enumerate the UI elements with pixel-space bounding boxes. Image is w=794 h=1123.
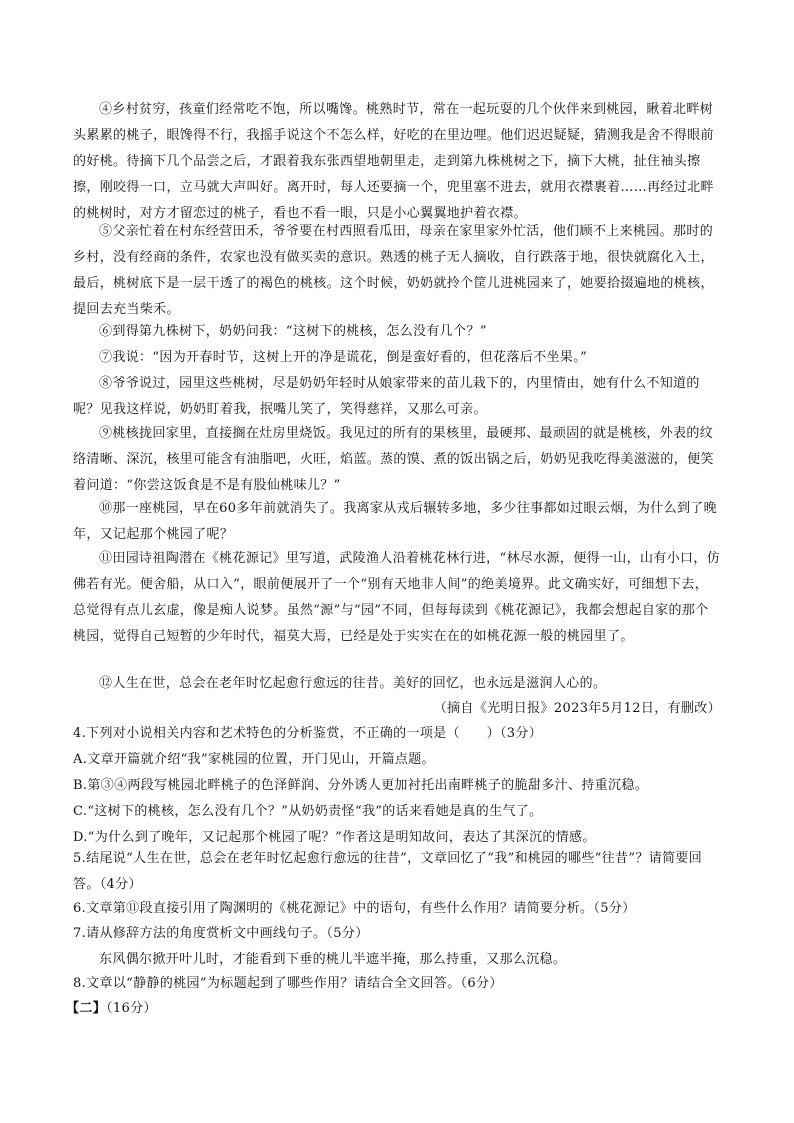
question-8-text: 8.文章以“静静的桃园”为标题起到了哪些作用？请结合全文回答。（6分）	[73, 976, 503, 991]
paragraph-11	[73, 546, 721, 650]
question-4-option-d: D.“为什么到了晚年，又记起那个桃园了呢？”作者这是明知故问，表达了其深沉的情感。	[73, 830, 596, 845]
paragraph-8	[73, 371, 721, 423]
question-5	[73, 846, 721, 898]
paragraph-6	[73, 319, 721, 345]
question-5-text: 5.结尾说“人生在世，总会在老年时忆起愈行愈远的往昔”，文章回忆了“我”和桃园的哪些“往昔”？请简要回答。（4分）	[73, 851, 703, 892]
paragraph-5	[73, 219, 721, 323]
question-4-option-b: B.第③④两段写桃园北畔桃子的色泽鲜润、分外诱人更加衬托出南畔桃子的脆甜多汁、持重沉稳。	[73, 778, 649, 793]
section-2-points: （16分）	[106, 1001, 157, 1016]
question-4-option-c: C.“这树下的桃核，怎么没有几个？”从奶奶责怪“我”的话来看她是真的生气了。	[73, 804, 543, 819]
source-citation-text: （摘自《光明日报》2023年5月12日，有删改）	[433, 701, 721, 716]
source-citation	[73, 696, 721, 722]
question-7	[73, 921, 721, 973]
section-2-label: 【二】	[66, 1001, 107, 1016]
paragraph-7-text: ⑦我说：“因为开春时节，这树上开的净是谎花，倒是蛮好看的，但花落后不坐果。”	[99, 350, 588, 365]
section-2-heading	[66, 996, 714, 1022]
paragraph-10	[73, 496, 721, 548]
paragraph-12	[73, 671, 721, 697]
question-8	[73, 971, 721, 997]
paragraph-6-text: ⑥到得第九株树下，奶奶问我：“这树下的桃核，怎么没有几个？”	[99, 324, 487, 339]
question-7-quoted-sentence: 东风偶尔掀开叶儿时，才能看到下垂的桃儿半遮半掩，那么持重，又那么沉稳。	[99, 952, 567, 967]
paragraph-10-text: ⑩那一座桃园，早在60多年前就消失了。我离家从戎后辗转多地，多少往事都如过眼云烟，为什么到了晚年，又记起那个桃园了呢？	[73, 501, 717, 542]
paragraph-12-text: ⑫人生在世，总会在老年时忆起愈行愈远的往昔。美好的回忆，也永远是滋润人心的。	[99, 676, 607, 691]
paragraph-4-text: ④乡村贫穷，孩童们经常吃不饱，所以嘴馋。桃熟时节，常在一起玩耍的几个伙伴来到桃园，瞅着北畔树头累累的桃子，眼馋得不行，我摇手说这个不怎么样，好吃的在里边哩。他们迟迟疑疑，猜测我是舍不得眼前的好桃。待摘下几个品尝之后，才跟着我东张西望地朝里走，走到第九株桃树之下，摘下大桃，扯住袖头擦擦，刚咬得一口，立马就大声叫好。离开时，每人还要摘一个，兜里塞不进去，就用衣襟裹着……再经过北畔的桃树时，对方才留恋过的桃子，看也不看一眼，只是小心翼翼地护着衣襟。	[73, 102, 714, 221]
paragraph-11-text: ⑪田园诗祖陶潜在《桃花源记》里写道，武陵渔人沿着桃花林行进，“林尽水源，便得一山，山有小口，仿佛若有光。便舍船，从口入”，眼前便展开了一个“别有天地非人间”的绝美境界。此文确实好，可细想下去，总觉得有点儿玄虚，像是痴人说梦。虽然“源”与“园”不同，但每每读到《桃花源记》，我都会想起自家的那个桃园，觉得自己短暂的少年时代，福莫大焉，已经是处于实实在在的如桃花源一般的桃园里了。	[73, 551, 721, 644]
question-7-text: 7.请从修辞方法的角度赏析文中画线句子。（5分）	[73, 926, 369, 941]
question-4	[73, 721, 721, 851]
question-6-text: 6.文章第⑪段直接引用了陶渊明的《桃花源记》中的语句，有些什么作用？请简要分析。（5分）	[73, 901, 636, 916]
question-6	[73, 896, 721, 922]
paragraph-4	[73, 97, 721, 227]
question-4-stem: 4.下列对小说相关内容和艺术特色的分析鉴赏，不正确的一项是（ ）（3分）	[73, 726, 543, 741]
question-4-option-a: A.文章开篇就介绍“我”家桃园的位置，开门见山，开篇点题。	[73, 752, 435, 767]
paragraph-9	[73, 421, 721, 499]
paragraph-8-text: ⑧爷爷说过，园里这些桃树，尽是奶奶年轻时从娘家带来的苗儿栽下的，内里情由，她有什么不知道的呢？见我这样说，奶奶盯着我，抿嘴儿笑了，笑得慈祥，又那么可亲。	[73, 376, 700, 417]
paragraph-9-text: ⑨桃核拢回家里，直接搁在灶房里烧饭。我见过的所有的果核里，最硬邦、最顽固的就是桃核，外表的纹络清晰、深沉，核里可能含有油脂吧，火旺，焰蓝。蒸的馍、煮的饭出锅之后，奶奶见我吃得美滋滋的，便笑着问道：“你尝这饭食是不是有股仙桃味儿？”	[73, 426, 714, 493]
paragraph-5-text: ⑤父亲忙着在村东经营田禾，爷爷要在村西照看瓜田，母亲在家里家外忙活，他们顾不上来桃园。那时的乡村，没有经商的条件，农家也没有做买卖的意识。熟透的桃子无人摘收，自行跌落于地，很快就腐化入土，最后，桃树底下是一层干透了的褐色的桃核。这个时候，奶奶就拎个筐儿进桃园来了，她要拾掇遍地的桃核，提回去充当柴禾。	[73, 224, 714, 317]
paragraph-7	[73, 345, 721, 371]
